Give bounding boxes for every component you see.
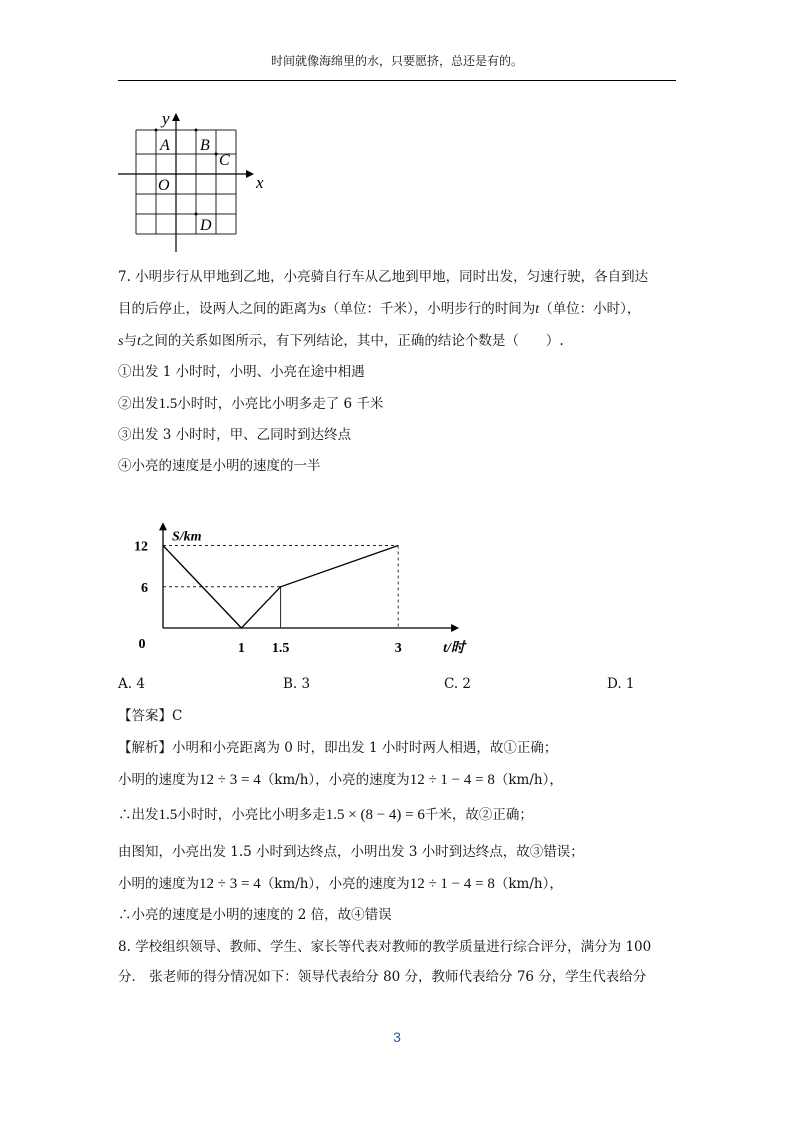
analysis-line-6: ∴小亮的速度是小明的速度的 2 倍，故④错误 <box>118 907 392 923</box>
point-b-dot <box>195 129 198 132</box>
point-d-dot <box>195 213 198 216</box>
answer-line: 【答案】C <box>118 708 183 724</box>
header-divider <box>118 80 676 81</box>
point-a-label: A <box>160 137 170 154</box>
point-a-dot <box>155 129 158 132</box>
axes <box>118 116 252 252</box>
q7-line-2: 目的后停止，设两人之间的距离为s（单位：千米），小明步行的时间为t（单位：小时）， <box>118 301 641 317</box>
q7-line-3: s与t之间的关系如图所示，有下列结论，其中，正确的结论个数是（ ）. <box>118 333 564 349</box>
y-tick-label: 12 <box>134 539 148 555</box>
x-axis-arrow <box>451 624 459 632</box>
point-c-label: C <box>219 152 230 169</box>
coordinate-grid-figure <box>118 110 268 255</box>
option-a: A. 4 <box>118 676 145 692</box>
x-tick-label: 1.5 <box>271 641 290 656</box>
x-tick-label: 3 <box>394 641 402 656</box>
point-b-label: B <box>200 137 210 154</box>
x-axis-label: x <box>256 173 264 192</box>
y-axis-arrow <box>172 113 180 121</box>
q7-conclusion-4: ④小亮的速度是小明的速度的一半 <box>118 458 321 474</box>
option-d: D. 1 <box>607 676 635 692</box>
x-tick-label: 1 <box>237 641 245 656</box>
q7-conclusion-3: ③出发 3 小时时，甲、乙同时到达终点 <box>118 427 352 443</box>
analysis-line-2: 小明的速度为12 ÷ 3 = 4（km/h），小亮的速度为12 ÷ 1 − 4 = 8（km/h）， <box>118 772 563 788</box>
page-header: 时间就像海绵里的水，只要愿挤，总还是有的。 <box>270 54 523 68</box>
option-b: B. 3 <box>283 676 311 692</box>
analysis-line-5: 小明的速度为12 ÷ 3 = 4（km/h），小亮的速度为12 ÷ 1 − 4 = 8（km/h）， <box>118 876 563 892</box>
q8-line-2: 分． 张老师的得分情况如下：领导代表给分 80 分，教师代表给分 76 分，学生代表给分 <box>118 969 647 985</box>
y-axis-label: y <box>162 109 170 128</box>
q7-conclusion-1: ①出发 1 小时时，小明、小亮在途中相遇 <box>118 364 365 380</box>
point-c-dot <box>215 153 218 156</box>
point-o-label: O <box>158 177 170 194</box>
y-tick-label: 6 <box>141 580 148 596</box>
grid-lines <box>136 130 236 234</box>
analysis-line-4: 由图知，小亮出发 1.5 小时到达终点，小明出发 3 小时到达终点，故③错误； <box>118 844 584 860</box>
analysis-line-3: ∴出发1.5小时时，小亮比小明多走1.5 × (8 − 4) = 6千米，故②正确； <box>118 807 533 823</box>
q7-conclusion-2: ②出发1.5小时时，小亮比小明多走了 6 千米 <box>118 396 384 412</box>
x-axis-title: t/时 <box>443 641 465 656</box>
q7-line-1: 7. 小明步行从甲地到乙地，小亮骑自行车从乙地到甲地，同时出发，匀速行驶，各自到达 <box>118 269 649 285</box>
distance-time-chart <box>118 488 465 663</box>
q8-line-1: 8. 学校组织领导、教师、学生、家长等代表对教师的教学质量进行综合评分，满分为 100 <box>118 939 652 955</box>
analysis-line-1: 【解析】小明和小亮距离为 0 时，即出发 1 小时时两人相遇，故①正确； <box>118 740 558 756</box>
origin-label: 0 <box>138 637 146 652</box>
point-d-label: D <box>200 217 212 234</box>
y-axis-title: S/km <box>172 529 202 545</box>
x-axis-arrow <box>246 170 254 178</box>
option-c: C. 2 <box>444 676 472 692</box>
page-number: 3 <box>393 1029 401 1045</box>
y-axis-arrow <box>159 522 167 530</box>
